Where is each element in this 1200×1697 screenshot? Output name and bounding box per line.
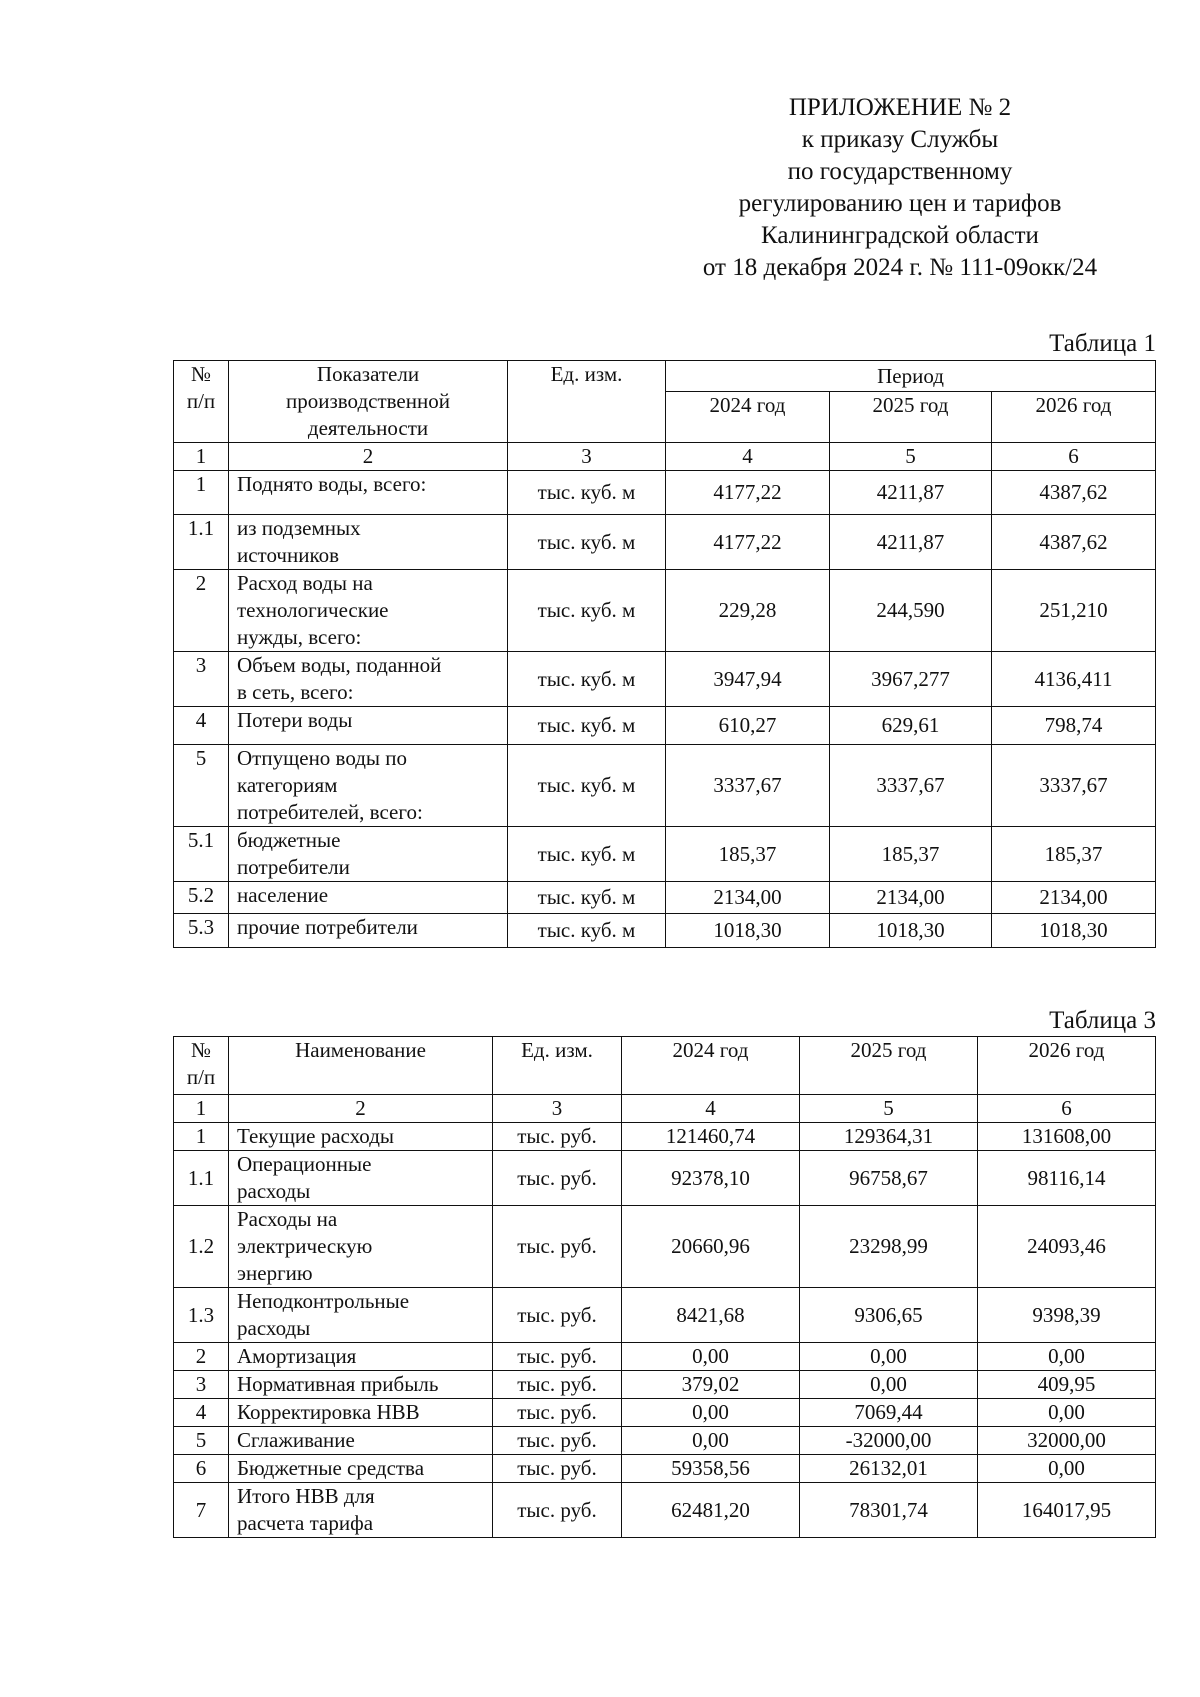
row-value-cell: 379,02 xyxy=(622,1371,800,1399)
row-value-cell: 0,00 xyxy=(622,1427,800,1455)
col-header-unit: Ед. изм. xyxy=(493,1037,622,1095)
table3-caption: Таблица 3 xyxy=(1049,1007,1156,1034)
row-name-cell: Текущие расходы xyxy=(229,1123,493,1151)
table-row xyxy=(174,1483,1156,1538)
row-value-cell: 0,00 xyxy=(978,1455,1156,1483)
row-unit-cell: тыс. куб. м xyxy=(508,515,666,570)
row-num-cell: 2 xyxy=(174,570,229,652)
row-value-cell: 185,37 xyxy=(830,827,992,882)
row-num-cell: 5.1 xyxy=(174,827,229,882)
row-value-cell: 4136,411 xyxy=(992,652,1156,707)
col-header-num: № п/п xyxy=(174,361,229,443)
row-value-cell: 3967,277 xyxy=(830,652,992,707)
col-number: 6 xyxy=(978,1095,1156,1123)
row-value-cell: 0,00 xyxy=(800,1371,978,1399)
col-header-name: Наименование xyxy=(229,1037,493,1095)
row-name-cell: Расходы на электрическую энергию xyxy=(229,1206,493,1288)
table3-body xyxy=(174,1123,1156,1538)
row-value-cell: 26132,01 xyxy=(800,1455,978,1483)
row-value-cell: 4177,22 xyxy=(666,471,830,515)
row-unit-cell: тыс. руб. xyxy=(493,1399,622,1427)
table-row xyxy=(174,515,1156,570)
row-value-cell: 629,61 xyxy=(830,707,992,745)
table-row xyxy=(174,1427,1156,1455)
row-name-cell: Бюджетные средства xyxy=(229,1455,493,1483)
col-header-year: 2025 год xyxy=(800,1037,978,1095)
row-value-cell: 4387,62 xyxy=(992,515,1156,570)
table-row xyxy=(174,1123,1156,1151)
row-value-cell: 3337,67 xyxy=(830,745,992,827)
row-value-cell: 0,00 xyxy=(978,1343,1156,1371)
row-name-cell: прочие потребители xyxy=(229,914,508,948)
table-row xyxy=(174,914,1156,948)
row-value-cell: 2134,00 xyxy=(666,882,830,914)
row-value-cell: 251,210 xyxy=(992,570,1156,652)
row-name-cell: Неподконтрольные расходы xyxy=(229,1288,493,1343)
table-row xyxy=(174,471,1156,515)
row-value-cell: 131608,00 xyxy=(978,1123,1156,1151)
col-number: 4 xyxy=(622,1095,800,1123)
row-unit-cell: тыс. руб. xyxy=(493,1288,622,1343)
row-value-cell: -32000,00 xyxy=(800,1427,978,1455)
row-value-cell: 8421,68 xyxy=(622,1288,800,1343)
row-value-cell: 96758,67 xyxy=(800,1151,978,1206)
col-number: 3 xyxy=(508,443,666,471)
col-header-indicator: Показатели производственной деятельности xyxy=(229,361,508,443)
row-value-cell: 244,590 xyxy=(830,570,992,652)
table-row xyxy=(174,745,1156,827)
row-value-cell: 4387,62 xyxy=(992,471,1156,515)
row-unit-cell: тыс. руб. xyxy=(493,1427,622,1455)
header-line: регулированию цен и тарифов xyxy=(738,190,1062,217)
row-num-cell: 2 xyxy=(174,1343,229,1371)
table1-caption: Таблица 1 xyxy=(1049,330,1156,357)
row-num-cell: 3 xyxy=(174,652,229,707)
row-value-cell: 229,28 xyxy=(666,570,830,652)
row-unit-cell: тыс. куб. м xyxy=(508,707,666,745)
row-unit-cell: тыс. куб. м xyxy=(508,745,666,827)
row-unit-cell: тыс. руб. xyxy=(493,1151,622,1206)
col-number: 5 xyxy=(830,443,992,471)
row-value-cell: 59358,56 xyxy=(622,1455,800,1483)
col-header-year: 2026 год xyxy=(978,1037,1156,1095)
row-num-cell: 4 xyxy=(174,1399,229,1427)
col-header-year: 2025 год xyxy=(830,392,992,443)
row-unit-cell: тыс. руб. xyxy=(493,1123,622,1151)
header-line: Калининградской области xyxy=(761,222,1039,249)
row-value-cell: 185,37 xyxy=(992,827,1156,882)
col-header-year: 2024 год xyxy=(666,392,830,443)
table-row xyxy=(174,652,1156,707)
row-num-cell: 1.3 xyxy=(174,1288,229,1343)
row-value-cell: 3337,67 xyxy=(992,745,1156,827)
row-value-cell: 9398,39 xyxy=(978,1288,1156,1343)
table-row xyxy=(174,1151,1156,1206)
col-number: 1 xyxy=(174,443,229,471)
row-unit-cell: тыс. руб. xyxy=(493,1206,622,1288)
row-num-cell: 1 xyxy=(174,1123,229,1151)
table-row xyxy=(174,1206,1156,1288)
row-value-cell: 0,00 xyxy=(622,1343,800,1371)
appendix-title: ПРИЛОЖЕНИЕ № 2 xyxy=(788,94,1012,121)
row-num-cell: 5 xyxy=(174,1427,229,1455)
row-value-cell: 9306,65 xyxy=(800,1288,978,1343)
row-name-cell: население xyxy=(229,882,508,914)
table-row xyxy=(174,1343,1156,1371)
row-value-cell: 62481,20 xyxy=(622,1483,800,1538)
table1-body xyxy=(174,471,1156,948)
col-number: 3 xyxy=(493,1095,622,1123)
col-number: 1 xyxy=(174,1095,229,1123)
row-unit-cell: тыс. куб. м xyxy=(508,882,666,914)
row-name-cell: Потери воды xyxy=(229,707,508,745)
row-value-cell: 164017,95 xyxy=(978,1483,1156,1538)
row-value-cell: 98116,14 xyxy=(978,1151,1156,1206)
row-num-cell: 4 xyxy=(174,707,229,745)
col-number: 2 xyxy=(229,443,508,471)
table1 xyxy=(173,360,1156,948)
col-header-year: 2024 год xyxy=(622,1037,800,1095)
row-value-cell: 23298,99 xyxy=(800,1206,978,1288)
row-value-cell: 4211,87 xyxy=(830,515,992,570)
row-name-cell: бюджетные потребители xyxy=(229,827,508,882)
row-unit-cell: тыс. куб. м xyxy=(508,471,666,515)
row-name-cell: Амортизация xyxy=(229,1343,493,1371)
row-name-cell: из подземных источников xyxy=(229,515,508,570)
row-value-cell: 1018,30 xyxy=(992,914,1156,948)
row-value-cell: 7069,44 xyxy=(800,1399,978,1427)
row-unit-cell: тыс. руб. xyxy=(493,1371,622,1399)
order-date-line: от 18 декабря 2024 г. № 111-09окк/24 xyxy=(702,254,1098,281)
row-value-cell: 0,00 xyxy=(978,1399,1156,1427)
row-name-cell: Нормативная прибыль xyxy=(229,1371,493,1399)
header-line: к приказу Службы xyxy=(801,126,999,153)
row-value-cell: 32000,00 xyxy=(978,1427,1156,1455)
row-value-cell: 4211,87 xyxy=(830,471,992,515)
row-name-cell: Объем воды, поданной в сеть, всего: xyxy=(229,652,508,707)
row-value-cell: 1018,30 xyxy=(666,914,830,948)
row-name-cell: Операционные расходы xyxy=(229,1151,493,1206)
table3 xyxy=(173,1036,1156,1538)
table-row xyxy=(174,1371,1156,1399)
row-value-cell: 121460,74 xyxy=(622,1123,800,1151)
header-line: по государственному xyxy=(787,158,1013,185)
row-num-cell: 5 xyxy=(174,745,229,827)
row-value-cell: 0,00 xyxy=(800,1343,978,1371)
row-unit-cell: тыс. руб. xyxy=(493,1483,622,1538)
row-value-cell: 2134,00 xyxy=(830,882,992,914)
col-header-year: 2026 год xyxy=(992,392,1156,443)
row-num-cell: 6 xyxy=(174,1455,229,1483)
row-name-cell: Сглаживание xyxy=(229,1427,493,1455)
row-unit-cell: тыс. руб. xyxy=(493,1455,622,1483)
col-header-num: № п/п xyxy=(174,1037,229,1095)
table-row xyxy=(174,1399,1156,1427)
table-row xyxy=(174,1455,1156,1483)
row-num-cell: 1.2 xyxy=(174,1206,229,1288)
table-row xyxy=(174,827,1156,882)
table-row xyxy=(174,707,1156,745)
row-num-cell: 7 xyxy=(174,1483,229,1538)
row-unit-cell: тыс. куб. м xyxy=(508,652,666,707)
row-value-cell: 129364,31 xyxy=(800,1123,978,1151)
row-value-cell: 409,95 xyxy=(978,1371,1156,1399)
row-unit-cell: тыс. куб. м xyxy=(508,827,666,882)
row-unit-cell: тыс. куб. м xyxy=(508,914,666,948)
row-name-cell: Поднято воды, всего: xyxy=(229,471,508,515)
row-value-cell: 0,00 xyxy=(622,1399,800,1427)
row-value-cell: 798,74 xyxy=(992,707,1156,745)
row-value-cell: 24093,46 xyxy=(978,1206,1156,1288)
row-unit-cell: тыс. руб. xyxy=(493,1343,622,1371)
col-header-period: Период xyxy=(666,361,1156,392)
row-num-cell: 5.2 xyxy=(174,882,229,914)
row-value-cell: 92378,10 xyxy=(622,1151,800,1206)
col-header-unit: Ед. изм. xyxy=(508,361,666,443)
row-value-cell: 185,37 xyxy=(666,827,830,882)
row-value-cell: 1018,30 xyxy=(830,914,992,948)
table-row xyxy=(174,882,1156,914)
col-number: 4 xyxy=(666,443,830,471)
row-name-cell: Итого НВВ для расчета тарифа xyxy=(229,1483,493,1538)
row-num-cell: 5.3 xyxy=(174,914,229,948)
row-num-cell: 1.1 xyxy=(174,515,229,570)
row-name-cell: Расход воды на технологические нужды, всего: xyxy=(229,570,508,652)
row-value-cell: 4177,22 xyxy=(666,515,830,570)
row-name-cell: Отпущено воды по категориям потребителей, всего: xyxy=(229,745,508,827)
row-num-cell: 3 xyxy=(174,1371,229,1399)
row-value-cell: 3947,94 xyxy=(666,652,830,707)
col-number: 2 xyxy=(229,1095,493,1123)
row-num-cell: 1 xyxy=(174,471,229,515)
row-name-cell: Корректировка НВВ xyxy=(229,1399,493,1427)
row-value-cell: 2134,00 xyxy=(992,882,1156,914)
col-number: 5 xyxy=(800,1095,978,1123)
row-value-cell: 78301,74 xyxy=(800,1483,978,1538)
document-header xyxy=(640,92,1160,284)
row-num-cell: 1.1 xyxy=(174,1151,229,1206)
row-value-cell: 3337,67 xyxy=(666,745,830,827)
table-row xyxy=(174,570,1156,652)
row-value-cell: 20660,96 xyxy=(622,1206,800,1288)
row-value-cell: 610,27 xyxy=(666,707,830,745)
row-unit-cell: тыс. куб. м xyxy=(508,570,666,652)
table-row xyxy=(174,1288,1156,1343)
col-number: 6 xyxy=(992,443,1156,471)
